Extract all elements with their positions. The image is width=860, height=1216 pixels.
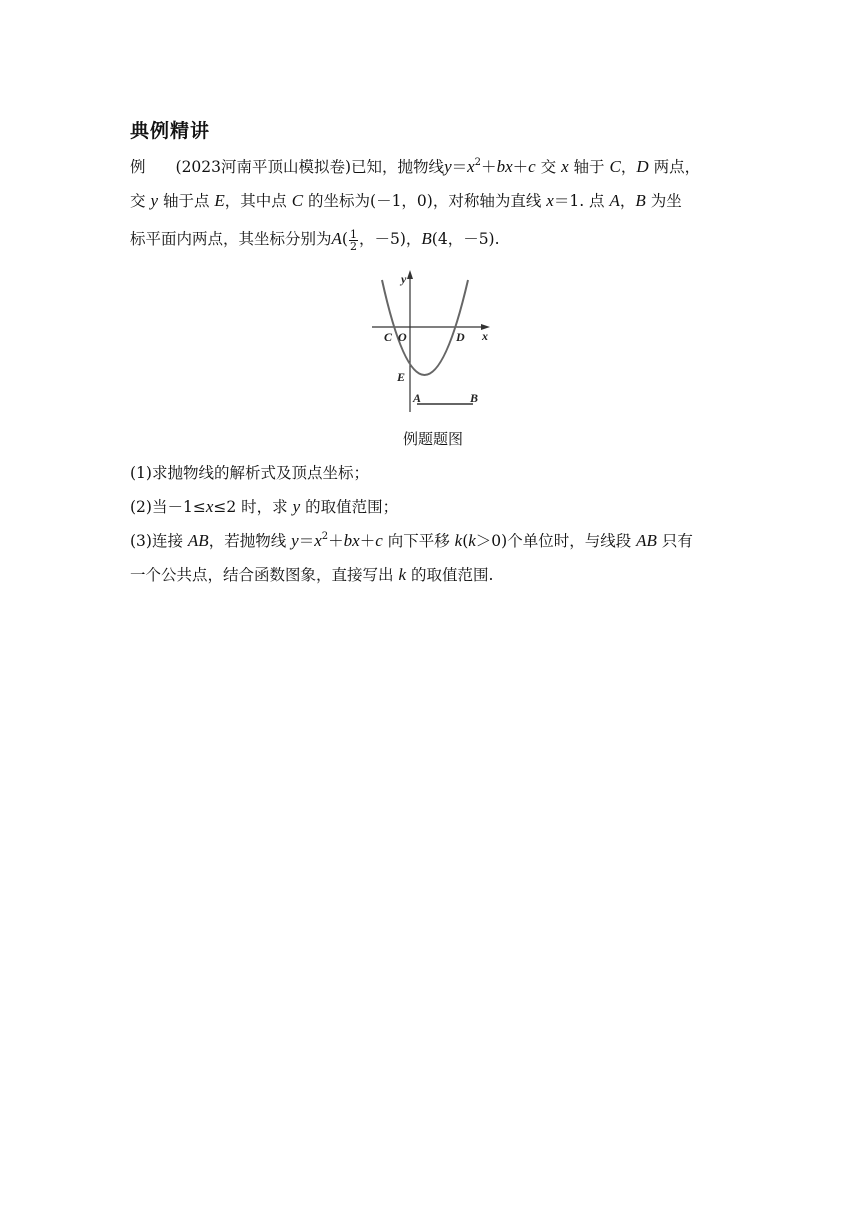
var-x: x	[546, 191, 554, 210]
text: ，	[620, 158, 637, 176]
equation-equals: ＝	[451, 158, 468, 176]
text: 的取值范围.	[410, 566, 494, 584]
equation-plus: ＋	[359, 532, 376, 550]
label-x: x	[482, 329, 488, 343]
figure-caption: 例题题图	[402, 430, 463, 448]
equation-plus: ＋	[328, 532, 344, 550]
var-k: k	[468, 531, 476, 550]
label-o: O	[398, 330, 407, 344]
text: 只有	[661, 532, 693, 550]
var-k: k	[398, 565, 406, 584]
question-3-line-1	[130, 530, 740, 552]
y-axis-arrow-icon	[407, 270, 413, 279]
point-c: C	[291, 191, 304, 210]
text: ＝1. 点	[553, 192, 605, 210]
var-x: x	[561, 157, 569, 176]
var-y: y	[292, 497, 301, 516]
text: (3)连接	[130, 532, 183, 550]
equation-term-bx: bx	[496, 157, 513, 176]
text: 向下平移	[387, 532, 450, 550]
text: 的坐标为(－1，0)，对称轴为直线	[308, 192, 542, 210]
example-label: 例	[130, 158, 146, 176]
point-b: B	[635, 191, 646, 210]
text: ，	[619, 192, 636, 210]
var-k: k	[454, 531, 463, 550]
point-d: D	[636, 157, 649, 176]
section-title: 典例精讲	[130, 120, 211, 142]
equation-plus: ＋	[481, 158, 497, 176]
fraction-numerator: 1	[349, 227, 357, 241]
question-2	[130, 496, 740, 518]
example-source: (2023河南平顶山模拟卷)已知，抛物线	[175, 158, 445, 176]
text: 一个公共点，结合函数图象，直接写出	[130, 566, 394, 584]
parabola-figure	[370, 266, 492, 414]
segment-ab-text: AB	[636, 531, 657, 550]
label-c: C	[384, 330, 393, 344]
segment-ab-text: AB	[187, 531, 209, 550]
example-line-1	[130, 156, 740, 178]
text: 为坐	[650, 192, 682, 210]
label-a: A	[413, 391, 422, 405]
label-y: y	[401, 272, 407, 286]
equation-var-y: y	[444, 157, 452, 176]
text: 交	[540, 158, 557, 176]
label-e: E	[397, 370, 406, 384]
text: 两点，	[653, 158, 701, 176]
text: ＞0)个单位时，与线段	[475, 532, 632, 550]
example-line-3	[130, 228, 740, 252]
equation-term-bx: bx	[343, 531, 360, 550]
point-a: A	[609, 191, 620, 210]
example-line-2	[130, 190, 740, 212]
fraction-denominator: 2	[349, 239, 357, 253]
text: 交	[130, 192, 146, 210]
text: ，－5)，	[358, 230, 422, 248]
var-y: y	[150, 191, 158, 210]
equation-term-c: c	[528, 157, 536, 176]
label-d: D	[456, 330, 465, 344]
text: 轴于	[573, 158, 605, 176]
equation-var-x: x	[314, 531, 322, 550]
text: ≤2 时，求	[213, 498, 288, 516]
text: 的取值范围；	[305, 498, 399, 516]
equation-var-x: x	[467, 157, 475, 176]
equation-equals: ＝	[298, 532, 315, 550]
equation-exponent: 2	[321, 531, 329, 542]
label-b: B	[470, 391, 479, 405]
point-c: C	[609, 157, 621, 176]
point-e: E	[214, 191, 225, 210]
point-b: B	[421, 229, 432, 248]
text: 轴于点	[162, 192, 210, 210]
equation-plus: ＋	[512, 158, 529, 176]
text: (	[341, 230, 348, 248]
text: (	[462, 532, 469, 550]
text: ，若抛物线	[208, 532, 287, 550]
text: (4，－5).	[431, 230, 500, 248]
equation-term-c: c	[375, 531, 383, 550]
question-1: (1)求抛物线的解析式及顶点坐标；	[130, 464, 369, 482]
text: ，其中点	[224, 192, 287, 210]
fraction-one-half	[349, 229, 358, 252]
equation-exponent: 2	[474, 157, 482, 168]
var-x: x	[205, 497, 214, 516]
point-a: A	[331, 229, 342, 248]
question-3-line-2	[130, 564, 740, 586]
equation-var-y: y	[291, 531, 299, 550]
text: (2)当－1≤	[130, 498, 206, 516]
text: 标平面内两点，其坐标分别为	[130, 230, 332, 248]
